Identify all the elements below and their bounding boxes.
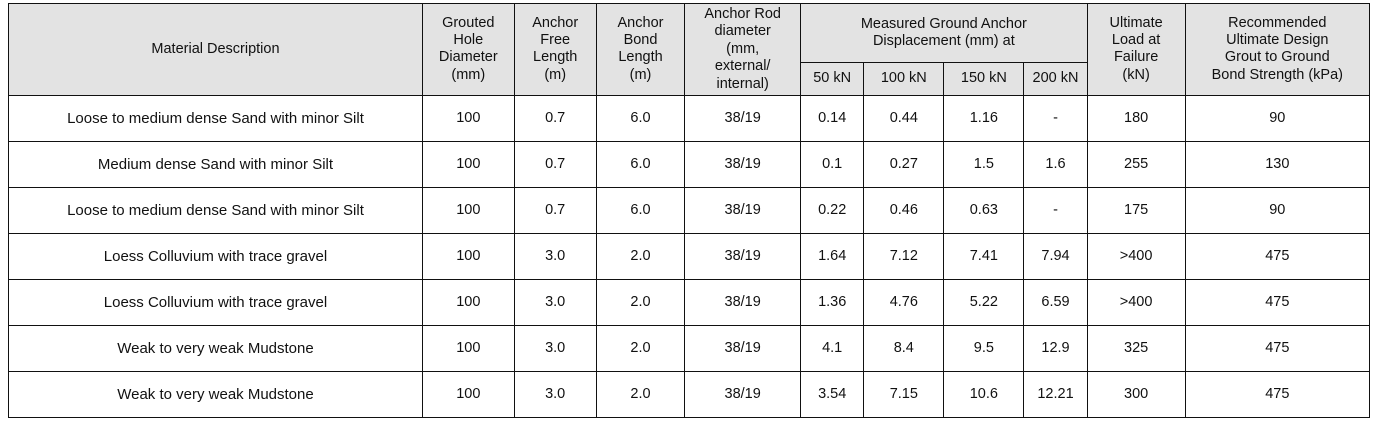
cell-bond-length: 2.0 bbox=[596, 233, 684, 279]
cell-material: Loose to medium dense Sand with minor Silt bbox=[9, 187, 423, 233]
cell-displacement-100kn: 8.4 bbox=[864, 325, 944, 371]
cell-displacement-50kn: 0.14 bbox=[801, 95, 864, 141]
cell-displacement-200kn: - bbox=[1024, 187, 1087, 233]
cell-bond-length: 6.0 bbox=[596, 187, 684, 233]
column-header-displacement-150kn: 150 kN bbox=[944, 62, 1024, 95]
cell-free-length: 3.0 bbox=[514, 279, 596, 325]
column-header-displacement-200kn: 200 kN bbox=[1024, 62, 1087, 95]
cell-displacement-150kn: 5.22 bbox=[944, 279, 1024, 325]
cell-rod-diameter: 38/19 bbox=[685, 325, 801, 371]
ground-anchor-results-table bbox=[8, 3, 1370, 418]
column-header-displacement-50kn: 50 kN bbox=[801, 62, 864, 95]
header-line: (m) bbox=[544, 66, 567, 83]
table-row bbox=[9, 371, 1370, 417]
cell-ultimate-load: 300 bbox=[1087, 371, 1185, 417]
table-row bbox=[9, 279, 1370, 325]
cell-material: Weak to very weak Mudstone bbox=[9, 325, 423, 371]
cell-displacement-200kn: 1.6 bbox=[1024, 141, 1087, 187]
table-row bbox=[9, 141, 1370, 187]
header-line: Anchor bbox=[617, 14, 664, 31]
cell-rod-diameter: 38/19 bbox=[685, 95, 801, 141]
header-line: (mm, bbox=[726, 40, 760, 57]
cell-ultimate-load: 325 bbox=[1087, 325, 1185, 371]
table-row bbox=[9, 187, 1370, 233]
cell-bond-length: 2.0 bbox=[596, 279, 684, 325]
cell-free-length: 0.7 bbox=[514, 187, 596, 233]
cell-hole-diameter: 100 bbox=[422, 279, 514, 325]
cell-recommended-bond: 475 bbox=[1185, 325, 1369, 371]
cell-displacement-50kn: 1.36 bbox=[801, 279, 864, 325]
header-line: Measured Ground Anchor bbox=[860, 15, 1027, 32]
cell-displacement-50kn: 4.1 bbox=[801, 325, 864, 371]
cell-ultimate-load: >400 bbox=[1087, 233, 1185, 279]
cell-displacement-200kn: 12.9 bbox=[1024, 325, 1087, 371]
cell-bond-length: 6.0 bbox=[596, 141, 684, 187]
cell-displacement-200kn: 6.59 bbox=[1024, 279, 1087, 325]
cell-displacement-50kn: 0.1 bbox=[801, 141, 864, 187]
cell-material: Medium dense Sand with minor Silt bbox=[9, 141, 423, 187]
cell-displacement-100kn: 7.12 bbox=[864, 233, 944, 279]
cell-ultimate-load: 175 bbox=[1087, 187, 1185, 233]
cell-free-length: 3.0 bbox=[514, 233, 596, 279]
cell-displacement-50kn: 1.64 bbox=[801, 233, 864, 279]
cell-recommended-bond: 90 bbox=[1185, 95, 1369, 141]
table-row bbox=[9, 95, 1370, 141]
header-line: Recommended bbox=[1228, 14, 1327, 31]
cell-displacement-150kn: 7.41 bbox=[944, 233, 1024, 279]
cell-recommended-bond: 90 bbox=[1185, 187, 1369, 233]
cell-displacement-100kn: 0.27 bbox=[864, 141, 944, 187]
header-line: Ultimate bbox=[1109, 14, 1163, 31]
cell-recommended-bond: 130 bbox=[1185, 141, 1369, 187]
column-header-grouted-hole-diameter bbox=[422, 4, 514, 96]
header-line: internal) bbox=[716, 75, 769, 92]
header-line: Bond Strength (kPa) bbox=[1211, 66, 1343, 83]
table-body bbox=[9, 95, 1370, 417]
header-line: Diameter bbox=[438, 49, 498, 66]
cell-hole-diameter: 100 bbox=[422, 141, 514, 187]
cell-displacement-200kn: 7.94 bbox=[1024, 233, 1087, 279]
cell-displacement-150kn: 0.63 bbox=[944, 187, 1024, 233]
header-line: Length bbox=[618, 49, 663, 66]
table-header bbox=[9, 4, 1370, 96]
cell-free-length: 3.0 bbox=[514, 371, 596, 417]
cell-ultimate-load: 180 bbox=[1087, 95, 1185, 141]
cell-ultimate-load: >400 bbox=[1087, 279, 1185, 325]
cell-displacement-50kn: 0.22 bbox=[801, 187, 864, 233]
header-line: Length bbox=[533, 49, 578, 66]
header-line: Anchor Rod bbox=[704, 6, 781, 22]
cell-hole-diameter: 100 bbox=[422, 371, 514, 417]
cell-displacement-100kn: 0.46 bbox=[864, 187, 944, 233]
column-header-measured-displacement-group bbox=[801, 4, 1088, 63]
header-line: Failure bbox=[1113, 49, 1159, 66]
header-line: (kN) bbox=[1122, 66, 1150, 83]
cell-displacement-200kn: 12.21 bbox=[1024, 371, 1087, 417]
cell-displacement-100kn: 4.76 bbox=[864, 279, 944, 325]
cell-displacement-150kn: 10.6 bbox=[944, 371, 1024, 417]
header-line: Hole bbox=[453, 32, 484, 49]
header-line: Ultimate Design bbox=[1226, 32, 1329, 49]
cell-material: Loose to medium dense Sand with minor Silt bbox=[9, 95, 423, 141]
header-line: Displacement (mm) at bbox=[872, 32, 1015, 49]
table-row bbox=[9, 325, 1370, 371]
column-header-displacement-100kn: 100 kN bbox=[864, 62, 944, 95]
header-line: Free bbox=[540, 32, 571, 49]
cell-recommended-bond: 475 bbox=[1185, 371, 1369, 417]
cell-recommended-bond: 475 bbox=[1185, 279, 1369, 325]
header-line: Load at bbox=[1111, 32, 1161, 49]
cell-bond-length: 2.0 bbox=[596, 325, 684, 371]
header-line: (m) bbox=[629, 66, 652, 83]
cell-displacement-50kn: 3.54 bbox=[801, 371, 864, 417]
column-header-anchor-free-length bbox=[514, 4, 596, 96]
cell-rod-diameter: 38/19 bbox=[685, 233, 801, 279]
cell-displacement-150kn: 9.5 bbox=[944, 325, 1024, 371]
header-line: diameter bbox=[714, 23, 771, 40]
cell-displacement-200kn: - bbox=[1024, 95, 1087, 141]
cell-displacement-100kn: 0.44 bbox=[864, 95, 944, 141]
cell-rod-diameter: 38/19 bbox=[685, 279, 801, 325]
cell-free-length: 0.7 bbox=[514, 141, 596, 187]
cell-rod-diameter: 38/19 bbox=[685, 187, 801, 233]
column-header-anchor-rod-diameter bbox=[685, 4, 801, 96]
cell-material: Weak to very weak Mudstone bbox=[9, 371, 423, 417]
cell-hole-diameter: 100 bbox=[422, 187, 514, 233]
cell-displacement-100kn: 7.15 bbox=[864, 371, 944, 417]
table-row bbox=[9, 233, 1370, 279]
cell-free-length: 3.0 bbox=[514, 325, 596, 371]
cell-recommended-bond: 475 bbox=[1185, 233, 1369, 279]
cell-displacement-150kn: 1.16 bbox=[944, 95, 1024, 141]
cell-hole-diameter: 100 bbox=[422, 233, 514, 279]
column-header-recommended-bond-strength bbox=[1185, 4, 1369, 96]
cell-material: Loess Colluvium with trace gravel bbox=[9, 279, 423, 325]
header-line: Bond bbox=[623, 32, 658, 49]
cell-bond-length: 6.0 bbox=[596, 95, 684, 141]
cell-ultimate-load: 255 bbox=[1087, 141, 1185, 187]
header-line: external/ bbox=[714, 58, 771, 75]
cell-hole-diameter: 100 bbox=[422, 325, 514, 371]
cell-free-length: 0.7 bbox=[514, 95, 596, 141]
header-line: (mm) bbox=[451, 66, 486, 83]
column-header-material: Material Description bbox=[9, 4, 423, 96]
cell-bond-length: 2.0 bbox=[596, 371, 684, 417]
header-line: Grout to Ground bbox=[1224, 49, 1330, 66]
cell-hole-diameter: 100 bbox=[422, 95, 514, 141]
cell-material: Loess Colluvium with trace gravel bbox=[9, 233, 423, 279]
cell-rod-diameter: 38/19 bbox=[685, 141, 801, 187]
column-header-ultimate-load-at-failure bbox=[1087, 4, 1185, 96]
column-header-anchor-bond-length bbox=[596, 4, 684, 96]
header-line: Anchor bbox=[532, 14, 579, 31]
header-line: Grouted bbox=[442, 14, 495, 31]
table-page bbox=[0, 3, 1378, 428]
cell-rod-diameter: 38/19 bbox=[685, 371, 801, 417]
cell-displacement-150kn: 1.5 bbox=[944, 141, 1024, 187]
header-row-top bbox=[9, 4, 1370, 63]
